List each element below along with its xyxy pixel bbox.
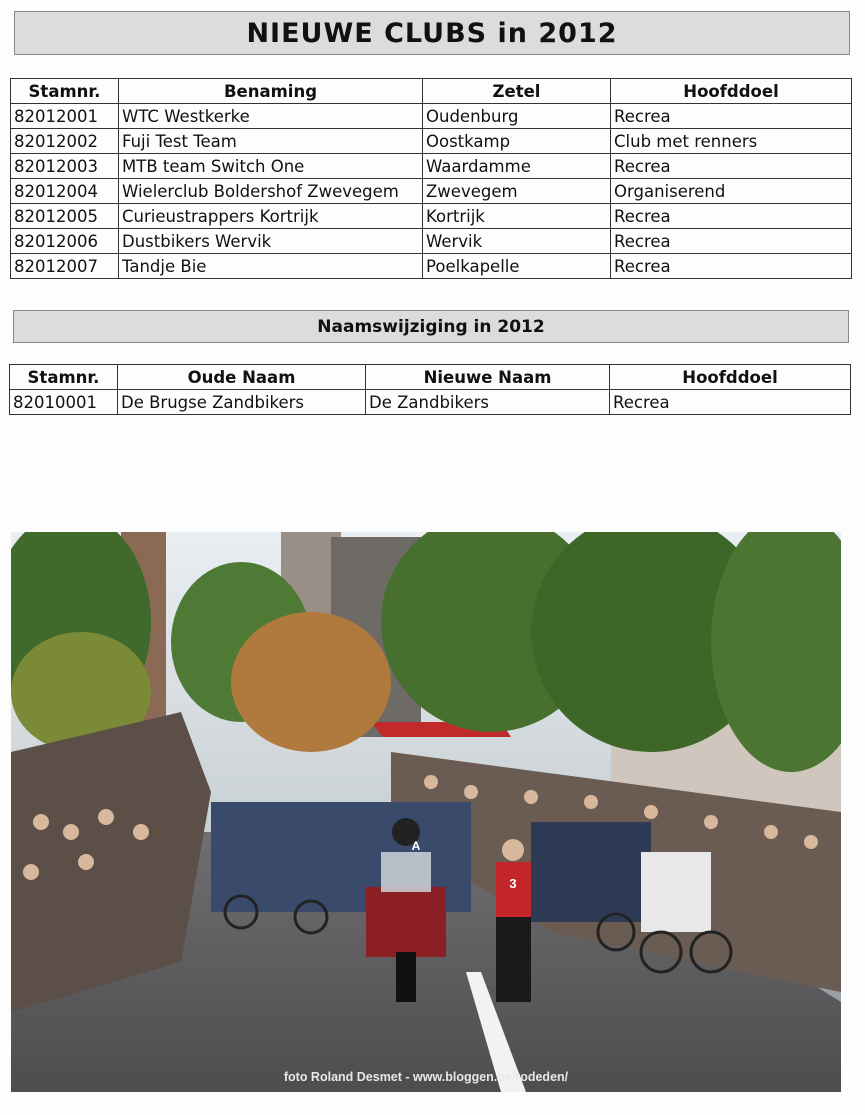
cell-stamnr: 82012005	[11, 204, 119, 229]
photo-credit: foto Roland Desmet - www.bloggen.be/rodeden/	[283, 1070, 569, 1084]
cell-zetel: Wervik	[423, 229, 611, 254]
cell-stamnr: 82012006	[11, 229, 119, 254]
tree	[231, 612, 391, 752]
section-title: Naamswijziging in 2012	[13, 310, 849, 343]
table-row	[11, 104, 852, 129]
table-row	[11, 254, 852, 279]
race-photo	[11, 532, 841, 1092]
column-header: Hoofddoel	[610, 365, 851, 390]
cell-hoofddoel: Recrea	[611, 254, 852, 279]
table-header-row	[10, 365, 851, 390]
cell-benaming: Wielerclub Boldershof Zwevegem	[119, 179, 423, 204]
official-sign-number: 3	[509, 876, 517, 891]
cell-stamnr: 82012003	[11, 154, 119, 179]
column-header: Oude Naam	[118, 365, 366, 390]
cell-new-name: De Zandbikers	[366, 390, 610, 415]
table-row	[11, 179, 852, 204]
cell-hoofddoel: Club met renners	[611, 129, 852, 154]
table-row	[11, 129, 852, 154]
cell-hoofddoel: Organiserend	[611, 179, 852, 204]
cell-benaming: Dustbikers Wervik	[119, 229, 423, 254]
cell-stamnr: 82012002	[11, 129, 119, 154]
table-row	[11, 204, 852, 229]
cell-benaming: Tandje Bie	[119, 254, 423, 279]
cell-benaming: WTC Westkerke	[119, 104, 423, 129]
column-header: Benaming	[119, 79, 423, 104]
column-header: Zetel	[423, 79, 611, 104]
cell-hoofddoel: Recrea	[611, 229, 852, 254]
column-header: Hoofddoel	[611, 79, 852, 104]
table-row	[11, 154, 852, 179]
cell-zetel: Zwevegem	[423, 179, 611, 204]
cell-zetel: Kortrijk	[423, 204, 611, 229]
cell-stamnr: 82012001	[11, 104, 119, 129]
cell-stamnr: 82012004	[11, 179, 119, 204]
motorbike-letter: A	[411, 839, 421, 853]
cell-stamnr: 82010001	[10, 390, 118, 415]
name-change-table	[9, 364, 851, 415]
cell-zetel: Waardamme	[423, 154, 611, 179]
column-header: Stamnr.	[10, 365, 118, 390]
new-clubs-table	[10, 78, 852, 279]
cell-benaming: MTB team Switch One	[119, 154, 423, 179]
cell-hoofddoel: Recrea	[611, 104, 852, 129]
cell-zetel: Poelkapelle	[423, 254, 611, 279]
table-header-row	[11, 79, 852, 104]
table-row	[11, 229, 852, 254]
cell-hoofddoel: Recrea	[610, 390, 851, 415]
column-header: Nieuwe Naam	[366, 365, 610, 390]
cell-benaming: Fuji Test Team	[119, 129, 423, 154]
cell-old-name: De Brugse Zandbikers	[118, 390, 366, 415]
cell-stamnr: 82012007	[11, 254, 119, 279]
race-official	[496, 839, 531, 1002]
cell-zetel: Oudenburg	[423, 104, 611, 129]
cell-hoofddoel: Recrea	[611, 154, 852, 179]
page-title: NIEUWE CLUBS in 2012	[14, 11, 850, 55]
cell-hoofddoel: Recrea	[611, 204, 852, 229]
cell-benaming: Curieustrappers Kortrijk	[119, 204, 423, 229]
column-header: Stamnr.	[11, 79, 119, 104]
cell-zetel: Oostkamp	[423, 129, 611, 154]
table-row	[10, 390, 851, 415]
